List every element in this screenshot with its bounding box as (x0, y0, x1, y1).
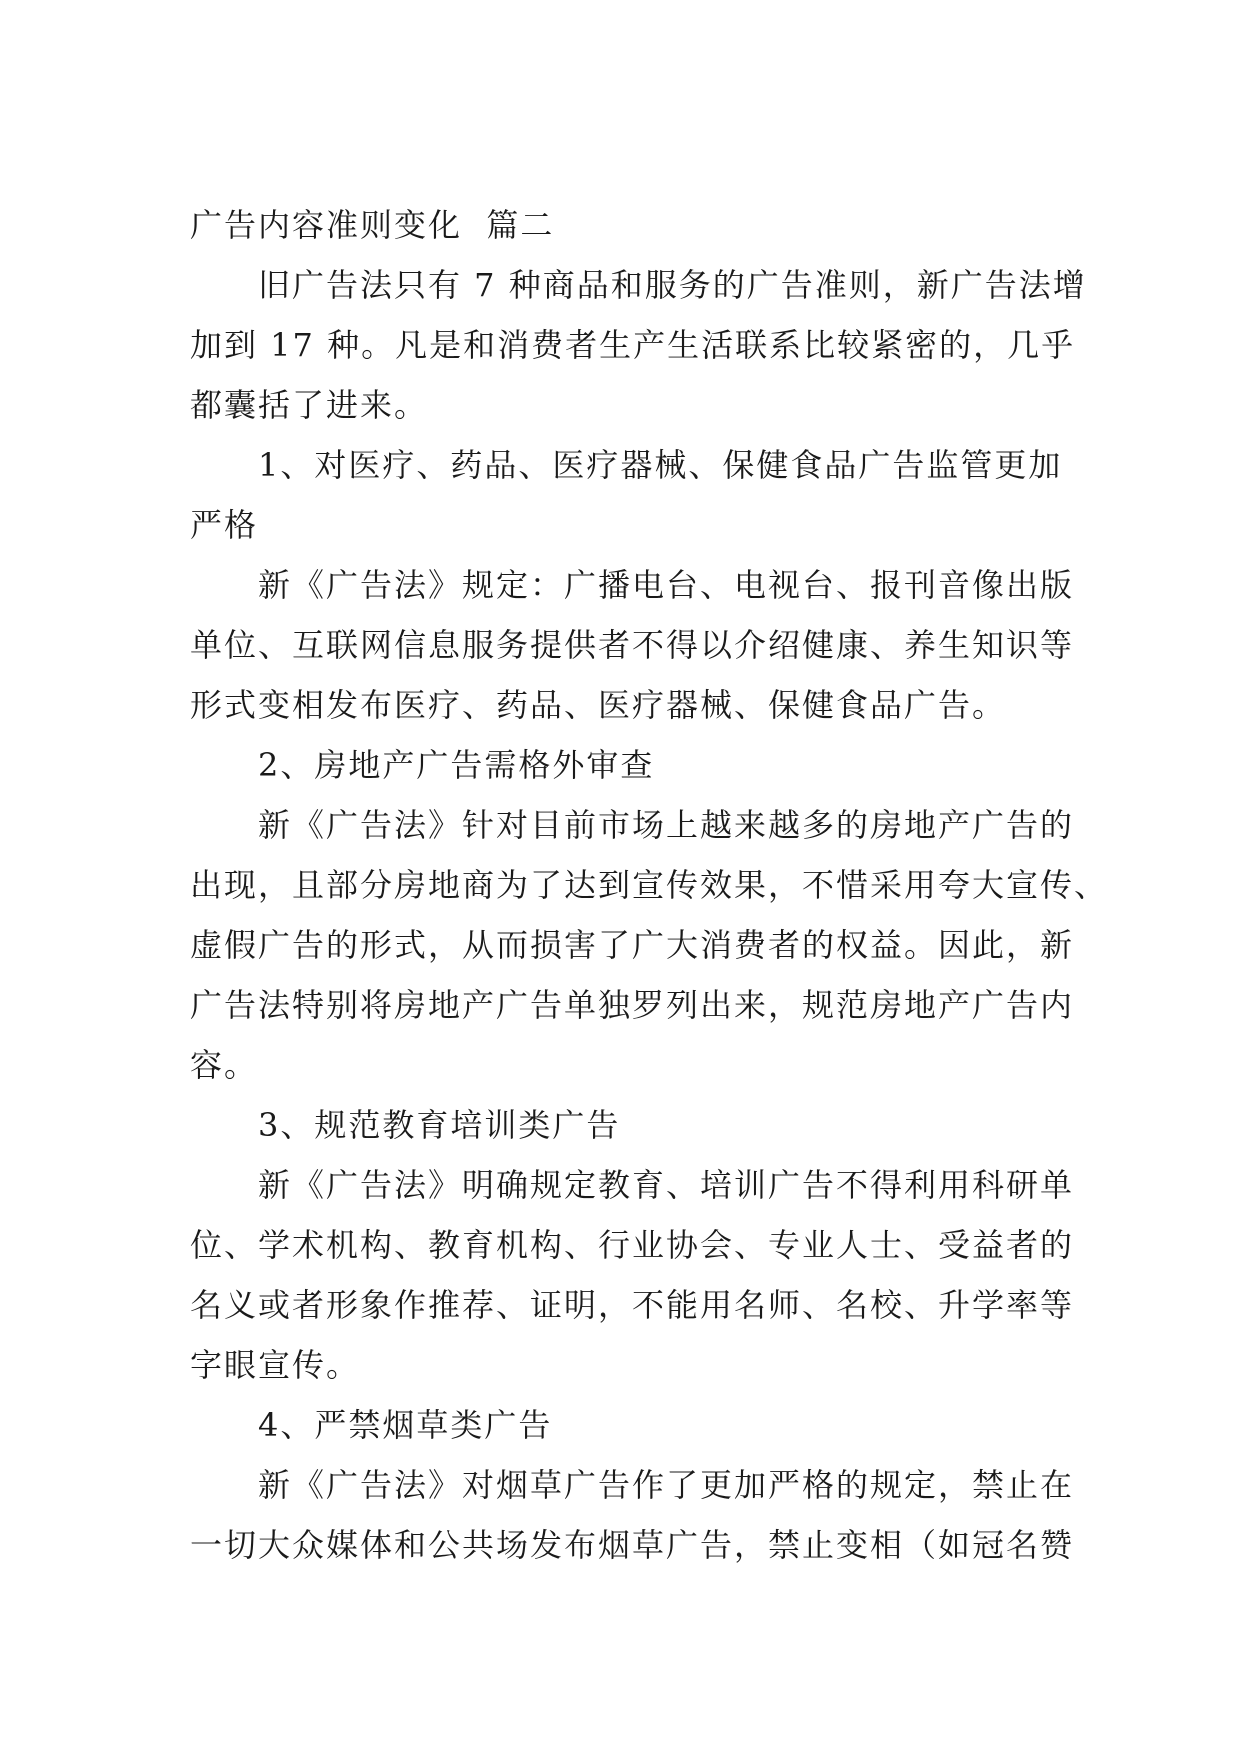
body-paragraph (190, 1395, 1060, 1455)
text-line: 都囊括了进来。 (190, 386, 429, 424)
text-line: 容。 (190, 1046, 259, 1084)
text-line: 新《广告法》明确规定教育、培训广告不得利用科研单 (190, 1166, 1075, 1204)
text-line: 一切大众媒体和公共场发布烟草广告，禁止变相（如冠名赞 (190, 1526, 1075, 1564)
body-paragraph (190, 1455, 1075, 1575)
body-paragraph (190, 435, 1063, 555)
body-paragraph (190, 255, 1087, 435)
text-line: 新《广告法》对烟草广告作了更加严格的规定，禁止在 (190, 1466, 1075, 1504)
text-line: 出现，且部分房地商为了达到宣传效果，不惜采用夸大宣传、 (190, 866, 1109, 904)
text-line: 严格 (190, 506, 259, 544)
body-paragraph (190, 1155, 1075, 1395)
text-line: 3、规范教育培训类广告 (190, 1106, 621, 1144)
body-paragraph (190, 735, 1060, 795)
paragraph-list (190, 255, 1109, 1575)
body-paragraph (190, 1095, 1060, 1155)
text-line: 字眼宣传。 (190, 1346, 361, 1384)
text-line: 位、学术机构、教育机构、行业协会、专业人士、受益者的 (190, 1226, 1075, 1264)
text-line: 旧广告法只有 7 种商品和服务的广告准则，新广告法增 (190, 266, 1087, 304)
text-line: 2、房地产广告需格外审查 (190, 746, 655, 784)
body-paragraph (190, 555, 1075, 735)
text-line: 新《广告法》规定：广播电台、电视台、报刊音像出版 (190, 566, 1075, 604)
text-line: 加到 17 种。凡是和消费者生产生活联系比较紧密的，几乎 (190, 326, 1076, 364)
text-line: 虚假广告的形式，从而损害了广大消费者的权益。因此，新 (190, 926, 1075, 964)
text-line: 单位、互联网信息服务提供者不得以介绍健康、养生知识等 (190, 626, 1075, 664)
text-line: 广告法特别将房地产广告单独罗列出来，规范房地产广告内 (190, 986, 1075, 1024)
text-line: 4、严禁烟草类广告 (190, 1406, 553, 1444)
body-paragraph (190, 795, 1109, 1095)
text-line: 1、对医疗、药品、医疗器械、保健食品广告监管更加 (190, 446, 1063, 484)
text-line: 形式变相发布医疗、药品、医疗器械、保健食品广告。 (190, 686, 1007, 724)
text-line: 名义或者形象作推荐、证明，不能用名师、名校、升学率等 (190, 1286, 1075, 1324)
document-body (190, 195, 1109, 1575)
text-line: 新《广告法》针对目前市场上越来越多的房地产广告的 (190, 806, 1075, 844)
section-title: 广告内容准则变化 篇二 (190, 206, 555, 244)
